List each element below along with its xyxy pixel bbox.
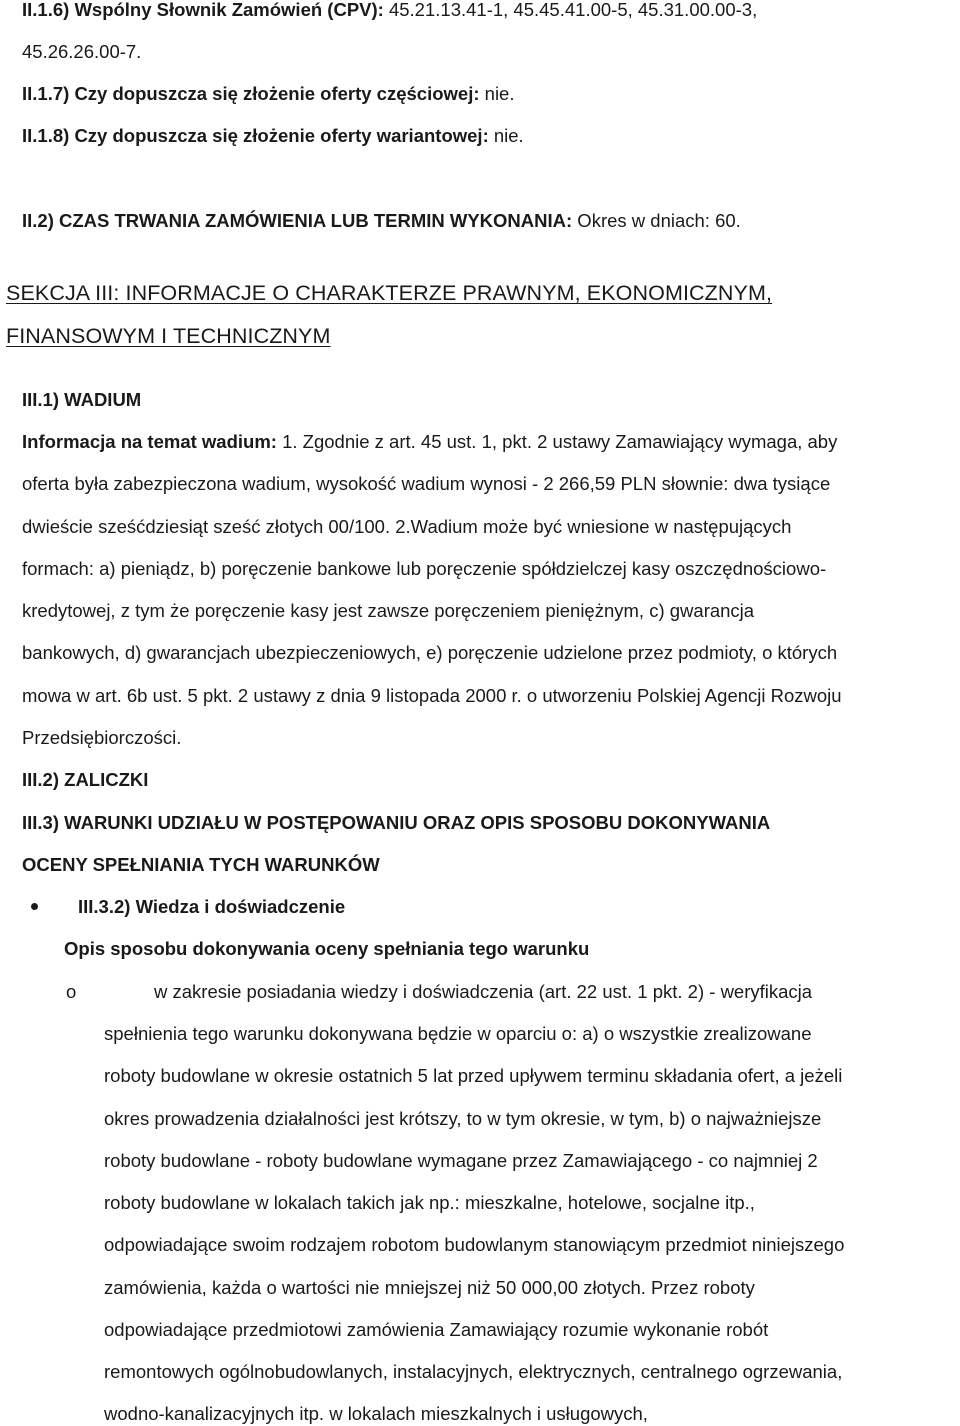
wadium-heading: III.1) WADIUM [22,389,142,410]
wiedza-para-1: w zakresie posiadania wiedzy i doświadczenia (art. 22 ust. 1 pkt. 2) - weryfikacja [154,981,813,1002]
wadium-line-1 [22,430,837,454]
wiedza-para-10: remontowych ogólnobudowlanych, instalacyjnych, elektrycznych, centralnego ogrzewania, [104,1361,843,1382]
duration-value: Okres w dniach: 60. [572,210,741,231]
wiedza-para-8: zamówienia, każda o wartości nie mniejszej niż 50 000,00 złotych. Przez roboty [104,1277,755,1298]
section-3-title-2: FINANSOWYM I TECHNICZNYM [6,324,331,348]
wiedza-para-4: okres prowadzenia działalności jest krótszy, to w tym okresie, w tym, b) o najważniejsze [104,1108,822,1129]
wiedza-para-11: wodno-kanalizacyjnych itp. w lokalach mieszkalnych i usługowych, [104,1403,648,1424]
cpv-label: II.1.6) Wspólny Słownik Zamówień (CPV): [22,0,384,20]
wadium-line-8: Przedsiębiorczości. [22,727,182,748]
wiedza-para-6: roboty budowlane w lokalach takich jak np.: mieszkalne, hotelowe, socjalne itp., [104,1192,755,1213]
wadium-line-3: dwieście sześćdziesiąt sześć złotych 00/100. 2.Wadium może być wniesione w następujących [22,516,792,537]
variant-offer-value: nie. [488,125,524,146]
warunki-heading-1: III.3) WARUNKI UDZIAŁU W POSTĘPOWANIU ORAZ OPIS SPOSOBU DOKONYWANIA [22,812,771,833]
wadium-line-5: kredytowej, z tym że poręczenie kasy jest zawsze poręczeniem pieniężnym, c) gwarancja [22,600,755,621]
wiedza-para-3: roboty budowlane w okresie ostatnich 5 lat przed upływem terminu składania ofert, a jeżeli [104,1065,843,1086]
wadium-line-6: bankowych, d) gwarancjach ubezpieczeniowych, e) poręczenie udzielone przez podmioty, o których [22,642,838,663]
bullet-icon [31,903,38,910]
wiedza-para-7: odpowiadające swoim rodzajem robotom budowlanym stanowiącym przedmiot niniejszego [104,1234,845,1255]
wadium-line-2: oferta była zabezpieczona wadium, wysokość wadium wynosi - 2 266,59 PLN słownie: dwa tysiące [22,473,831,494]
wiedza-heading: III.3.2) Wiedza i doświadczenie [78,896,346,917]
partial-offer-value: nie. [479,83,515,104]
cpv-line-cont: 45.26.26.00-7. [22,41,142,62]
wiedza-para-9: odpowiadające przedmiotowi zamówienia Zamawiający rozumie wykonanie robót [104,1319,769,1340]
duration-label: II.2) CZAS TRWANIA ZAMÓWIENIA LUB TERMIN WYKONANIA: [22,210,573,231]
duration-line [22,209,741,233]
zaliczki-heading: III.2) ZALICZKI [22,769,149,790]
variant-offer-line [22,124,524,148]
partial-offer-label: II.1.7) Czy dopuszcza się złożenie oferty częściowej: [22,83,480,104]
variant-offer-label: II.1.8) Czy dopuszcza się złożenie oferty wariantowej: [22,125,489,146]
cpv-value: 45.21.13.41-1, 45.45.41.00-5, 45.31.00.00-3, [383,0,758,20]
wadium-line-7: mowa w art. 6b ust. 5 pkt. 2 ustawy z dnia 9 listopada 2000 r. o utworzeniu Polskiej Agencji Rozwoju [22,685,842,706]
wadium-text-1: 1. Zgodnie z art. 45 ust. 1, pkt. 2 ustawy Zamawiający wymaga, aby [276,431,838,452]
wadium-line-4: formach: a) pieniądz, b) poręczenie bankowe lub poręczenie spółdzielczej kasy oszczędnościowo- [22,558,827,579]
partial-offer-line [22,82,514,106]
wadium-label: Informacja na temat wadium: [22,431,277,452]
wiedza-para-5: roboty budowlane - roboty budowlane wymagane przez Zamawiającego - co najmniej 2 [104,1150,818,1171]
wiedza-para-2: spełnienia tego warunku dokonywana będzie w oparciu o: a) o wszystkie zrealizowane [104,1023,812,1044]
section-3-title-1: SEKCJA III: INFORMACJE O CHARAKTERZE PRAWNYM, EKONOMICZNYM, [6,281,773,305]
cpv-line [22,0,757,22]
list-marker-o: o [66,981,77,1002]
warunki-heading-2: OCENY SPEŁNIANIA TYCH WARUNKÓW [22,854,380,875]
opis-heading: Opis sposobu dokonywania oceny spełniania tego warunku [64,938,590,959]
